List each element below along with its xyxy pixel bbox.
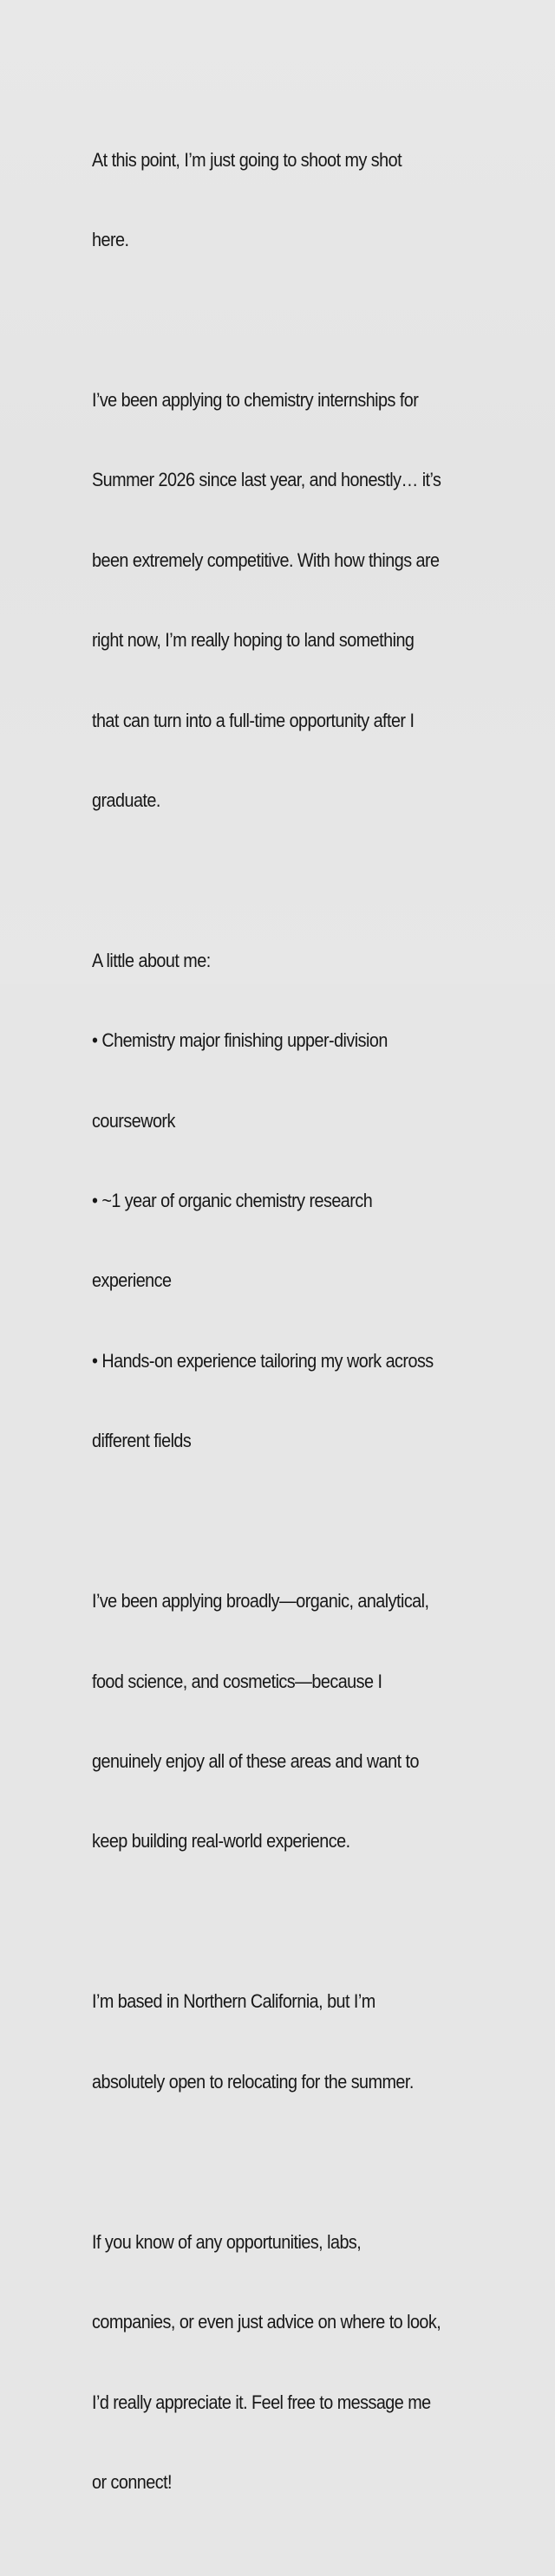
paragraph-location xyxy=(92,1936,486,2149)
text-line: If you know of any opportunities, labs, xyxy=(92,2230,362,2253)
paragraph-call-to-action xyxy=(92,2176,486,2549)
text-line: here. xyxy=(92,228,129,250)
text-line: I’ve been applying broadly—organic, analytical, xyxy=(92,1590,429,1612)
text-line: or connect! xyxy=(92,2470,173,2493)
text-line: I’m based in Northern California, but I’m xyxy=(92,1990,375,2013)
paragraph-about-me xyxy=(92,894,486,1508)
paragraph-intro xyxy=(92,94,486,307)
text-line: I’d really appreciate it. Feel free to message me xyxy=(92,2391,431,2413)
text-line: been extremely competitive. With how things are xyxy=(92,548,440,571)
text-line: coursework xyxy=(92,1109,175,1132)
paragraph-search-context xyxy=(92,334,486,867)
text-line: absolutely open to relocating for the summer. xyxy=(92,2070,414,2093)
story-text-block xyxy=(92,94,487,2576)
text-line: I’ve been applying to chemistry internships for xyxy=(92,388,419,411)
bullet-item: • Chemistry major finishing upper-division xyxy=(92,1029,388,1052)
text-line: At this point, I’m just going to shoot my shot xyxy=(92,148,402,171)
text-line: food science, and cosmetics—because I xyxy=(92,1670,382,1692)
text-line: Summer 2026 since last year, and honestly… it’s xyxy=(92,469,441,491)
text-line: right now, I’m really hoping to land something xyxy=(92,629,415,652)
text-line: graduate. xyxy=(92,788,160,811)
text-line: experience xyxy=(92,1269,172,1292)
bullet-item: • Hands-on experience tailoring my work across xyxy=(92,1349,434,1372)
paragraph-applying-broadly xyxy=(92,1535,486,1909)
text-line: keep building real-world experience. xyxy=(92,1830,350,1853)
text-line: different fields xyxy=(92,1430,192,1452)
text-line: that can turn into a full-time opportunity after I xyxy=(92,709,415,731)
text-line: A little about me: xyxy=(92,949,211,971)
text-line: genuinely enjoy all of these areas and want to xyxy=(92,1750,419,1773)
bullet-item: • ~1 year of organic chemistry research xyxy=(92,1190,373,1212)
text-line: companies, or even just advice on where to look, xyxy=(92,2311,441,2333)
